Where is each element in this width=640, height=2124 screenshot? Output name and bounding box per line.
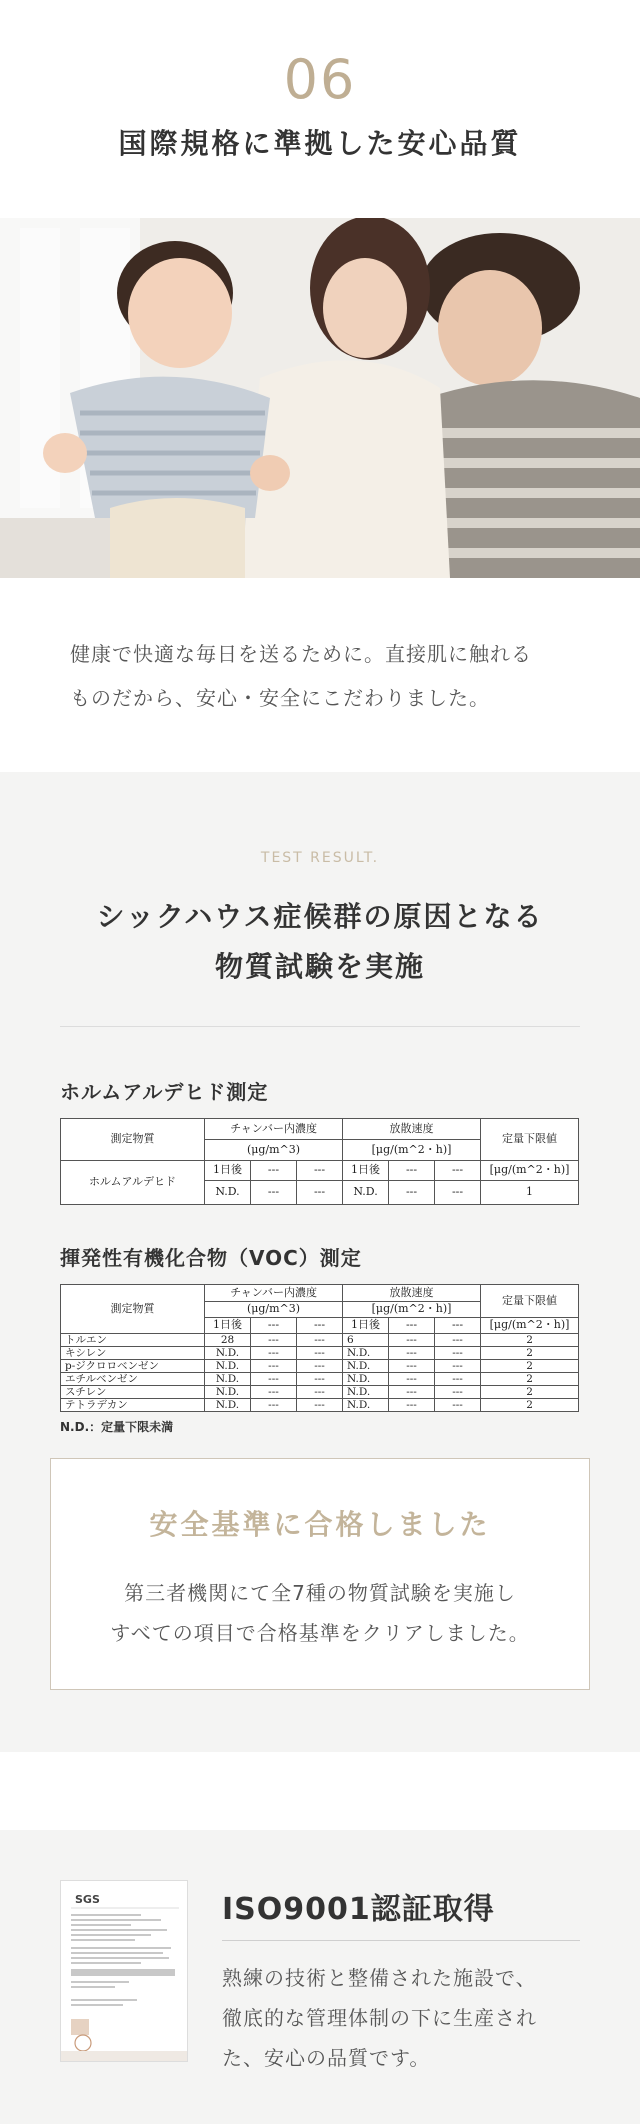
pass-text [51, 1573, 589, 1653]
limit-value: 2 [481, 1334, 579, 1347]
dash: --- [435, 1181, 481, 1205]
iso-line-2: 徹底的な管理体制の下に生産され [222, 2006, 537, 2030]
hdr-limit: 定量下限値 [481, 1119, 579, 1161]
dash: --- [389, 1360, 435, 1373]
hdr-limit: 定量下限値 [481, 1285, 579, 1318]
table-row [61, 1360, 579, 1373]
section-number: 06 [283, 48, 357, 111]
chamber-value: N.D. [205, 1181, 251, 1205]
intro-line-2: ものだから、安心・安全にこだわりました。 [70, 686, 490, 710]
hdr-emission: 放散速度 [343, 1285, 481, 1302]
test-result-section [0, 772, 640, 1752]
iso-text [222, 1958, 582, 2078]
dash: --- [435, 1386, 481, 1399]
pass-line-2: すべての項目で合格基準をクリアしました。 [110, 1621, 530, 1645]
limit-value: 2 [481, 1360, 579, 1373]
dash: --- [389, 1347, 435, 1360]
dash: --- [389, 1399, 435, 1412]
dash: --- [251, 1347, 297, 1360]
dash: --- [297, 1334, 343, 1347]
dash: --- [251, 1161, 297, 1181]
hdr-chamber-unit: (μg/m^3) [205, 1140, 343, 1161]
substance-name: p-ジクロロベンゼン [61, 1360, 205, 1373]
dash: --- [435, 1347, 481, 1360]
hdr-day: 1日後 [205, 1318, 251, 1334]
dash: --- [389, 1161, 435, 1181]
dash: --- [389, 1373, 435, 1386]
limit-value: 2 [481, 1373, 579, 1386]
dash: --- [251, 1360, 297, 1373]
dash: --- [251, 1399, 297, 1412]
limit-value: 2 [481, 1399, 579, 1412]
limit-unit: [μg/(m^2・h)] [481, 1318, 579, 1334]
voc-rows [61, 1334, 579, 1412]
test-eyebrow: TEST RESULT. [260, 850, 380, 866]
pass-heading: 安全基準に合格しました [149, 1508, 491, 1541]
hdr-chamber-unit: (μg/m^3) [205, 1302, 343, 1318]
quality-section [0, 0, 640, 772]
substance-name: キシレン [61, 1347, 205, 1360]
dash: --- [435, 1399, 481, 1412]
hdr-emission-unit: [μg/(m^2・h)] [343, 1302, 481, 1318]
chamber-value: N.D. [205, 1373, 251, 1386]
iso-line-1: 熟練の技術と整備された施設で、 [222, 1966, 537, 1990]
intro-text [70, 632, 590, 720]
hdr-substance: 測定物質 [61, 1285, 205, 1334]
hdr-substance: 測定物質 [61, 1119, 205, 1161]
table-row [61, 1399, 579, 1412]
hdr-chamber: チャンバー内濃度 [205, 1119, 343, 1140]
dash: --- [435, 1360, 481, 1373]
dash: --- [251, 1373, 297, 1386]
dash: --- [297, 1161, 343, 1181]
iso-section [0, 1830, 640, 2124]
dash: --- [297, 1347, 343, 1360]
substance-name: テトラデカン [61, 1399, 205, 1412]
row-name: ホルムアルデヒド [61, 1161, 205, 1205]
limit-unit: [μg/(m^2・h)] [481, 1161, 579, 1181]
emission-value: N.D. [343, 1373, 389, 1386]
substance-name: トルエン [61, 1334, 205, 1347]
substance-name: エチルベンゼン [61, 1373, 205, 1386]
certificate-illustration [61, 1881, 188, 2062]
dash: --- [297, 1399, 343, 1412]
dash: --- [435, 1373, 481, 1386]
limit-value: 2 [481, 1347, 579, 1360]
hdr-chamber: チャンバー内濃度 [205, 1285, 343, 1302]
dash: --- [297, 1386, 343, 1399]
sgs-logo: SGS [75, 1893, 100, 1906]
limit-value: 2 [481, 1386, 579, 1399]
chamber-value: N.D. [205, 1399, 251, 1412]
dash: --- [389, 1318, 435, 1334]
dash: --- [251, 1334, 297, 1347]
nd-note: N.D.：定量下限未満 [60, 1420, 174, 1434]
dash: --- [251, 1318, 297, 1334]
intro-line-1: 健康で快適な毎日を送るために。直接肌に触れる [70, 642, 532, 666]
limit-value: 1 [481, 1181, 579, 1205]
formaldehyde-table [60, 1118, 579, 1205]
chamber-value: N.D. [205, 1386, 251, 1399]
iso-line-3: た、安心の品質です。 [222, 2046, 431, 2070]
emission-value: N.D. [343, 1347, 389, 1360]
emission-value: N.D. [343, 1360, 389, 1373]
hdr-day: 1日後 [343, 1161, 389, 1181]
formaldehyde-title: ホルムアルデヒド測定 [60, 1080, 269, 1104]
dash: --- [389, 1334, 435, 1347]
dash: --- [297, 1318, 343, 1334]
certificate-image [60, 1880, 188, 2062]
voc-title: 揮発性有機化合物（VOC）測定 [60, 1246, 362, 1270]
emission-value: N.D. [343, 1399, 389, 1412]
test-heading-line-1: シックハウス症候群の原因となる [96, 900, 544, 933]
dash: --- [435, 1161, 481, 1181]
dash: --- [435, 1318, 481, 1334]
voc-table [60, 1284, 579, 1412]
chamber-value: 28 [205, 1334, 251, 1347]
hdr-emission: 放散速度 [343, 1119, 481, 1140]
section-heading: 国際規格に準拠した安心品質 [118, 127, 522, 160]
chamber-value: N.D. [205, 1360, 251, 1373]
iso-heading: ISO9001認証取得 [222, 1892, 495, 1927]
dash: --- [435, 1334, 481, 1347]
pass-line-1: 第三者機関にて全7種の物質試験を実施し [124, 1581, 516, 1605]
dash: --- [389, 1181, 435, 1205]
pass-box [50, 1458, 590, 1690]
hdr-day: 1日後 [205, 1161, 251, 1181]
hdr-emission-unit: [μg/(m^2・h)] [343, 1140, 481, 1161]
dash: --- [251, 1181, 297, 1205]
test-heading [0, 892, 640, 992]
table-row [61, 1386, 579, 1399]
table-row [61, 1373, 579, 1386]
dash: --- [297, 1373, 343, 1386]
table-row [61, 1347, 579, 1360]
dash: --- [389, 1386, 435, 1399]
emission-value: N.D. [343, 1181, 389, 1205]
family-photo [0, 218, 640, 578]
test-heading-line-2: 物質試験を実施 [214, 950, 425, 983]
table-row [61, 1334, 579, 1347]
family-photo-illustration [0, 218, 640, 578]
emission-value: N.D. [343, 1386, 389, 1399]
substance-name: スチレン [61, 1386, 205, 1399]
hdr-day: 1日後 [343, 1318, 389, 1334]
dash: --- [297, 1360, 343, 1373]
dash: --- [297, 1181, 343, 1205]
chamber-value: N.D. [205, 1347, 251, 1360]
dash: --- [251, 1386, 297, 1399]
divider [60, 1026, 580, 1027]
emission-value: 6 [343, 1334, 389, 1347]
iso-divider [222, 1940, 580, 1941]
